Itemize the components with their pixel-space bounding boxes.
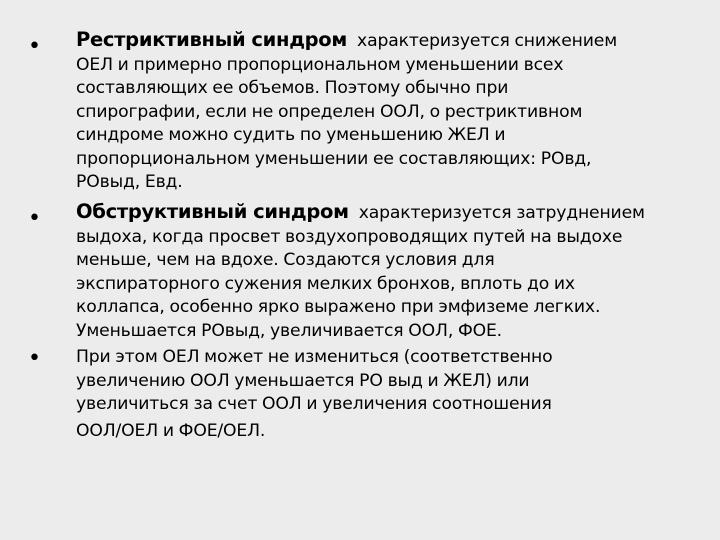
text-line: Уменьшается РОвыд, увеличивается ООЛ, ФОЕ. [76,320,502,341]
text-line: увеличению ООЛ уменьшается РО выд и ЖЕЛ) или [76,370,530,391]
text-line: увеличиться за счет ООЛ и увеличения соотношения [76,394,552,414]
list-item-text [76,346,712,443]
text-line: меньше, чем на вдохе. Создаются условия для [76,250,495,270]
heading-continuation: характеризуется снижением [357,31,618,51]
bullet-dot: • [28,346,41,371]
text-line: РОвыд, Евд. [76,172,183,192]
heading-restrictive-syndrome: Рестриктивный синдром [76,28,348,51]
text-line: составляющих ее объемов. Поэтому обычно при [76,78,509,98]
list-item-text [76,28,712,195]
first-line [76,28,712,54]
first-line [76,200,712,226]
text-line: ООЛ/ОЕЛ и ФОЕ/ОЕЛ. [76,420,266,441]
text-line: коллапса, особенно ярко выражено при эмфиземе легких. [76,297,601,317]
text-line: При этом ОЕЛ может не измениться (соответственно [76,347,553,367]
heading-continuation: характеризуется затруднением [358,203,645,223]
heading-obstructive-syndrome: Обструктивный синдром [76,200,349,223]
text-line: синдроме можно судить по уменьшению ЖЕЛ и [76,125,506,145]
text-line: выдоха, когда просвет воздухопроводящих путей на выдохе [76,226,623,247]
text-line: спирографии, если не определен ООЛ, о рестриктивном [76,101,583,122]
bullet-dot: • [28,34,41,59]
bullet-dot: • [28,206,41,231]
text-line: ОЕЛ и примерно пропорциональном уменьшении всех [76,54,564,75]
text-line: пропорциональном уменьшении ее составляющих: РОвд, [76,148,592,169]
list-item-text [76,200,712,343]
text-line: экспираторного сужения мелких бронхов, вплоть до их [76,273,575,294]
